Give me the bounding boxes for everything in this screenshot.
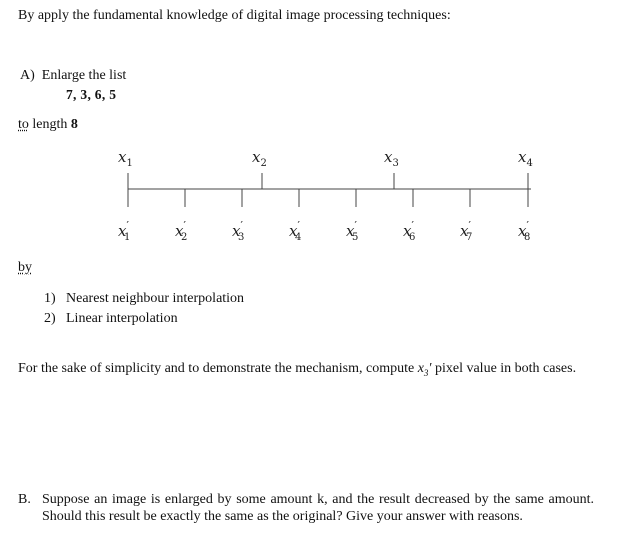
bottom-label: x′ 8: [518, 219, 531, 243]
top-label: $x_4$: [518, 148, 533, 169]
part-a-text: Enlarge the list: [41, 68, 127, 83]
method-number: 1): [44, 291, 56, 306]
bottom-label: x′ 4: [289, 219, 302, 243]
method-text: Linear interpolation: [66, 311, 178, 326]
part-a-label: A): [20, 68, 35, 83]
part-b-paragraph: [18, 491, 594, 525]
method-item: [44, 291, 244, 307]
method-text: Nearest neighbour interpolation: [66, 291, 245, 306]
list-values: 7, 3, 6, 5: [66, 87, 117, 102]
to-word: to: [18, 117, 29, 132]
top-label: $x_1$: [118, 148, 133, 169]
bottom-label: x′ 7: [460, 219, 473, 243]
bottom-label: x′ 2: [175, 219, 188, 243]
length-value: 8: [70, 117, 78, 132]
interpolation-diagram: [0, 140, 621, 260]
length-text: length: [32, 117, 68, 132]
bottom-label: x′ 6: [403, 219, 416, 243]
by-label: by: [18, 260, 32, 275]
bottom-label: x′ 5: [346, 219, 359, 243]
simplicity-paragraph: [18, 360, 578, 382]
target-length-line: [18, 117, 78, 133]
bottom-label: x′ 3: [232, 219, 245, 243]
bottom-label: x′ 1: [118, 219, 131, 243]
method-number: 2): [44, 311, 56, 326]
top-label: $x_2$: [252, 148, 267, 169]
method-item: [44, 311, 178, 327]
part-a-heading: [20, 68, 126, 84]
x3-prime-var: $x_3'$: [417, 361, 432, 378]
part-b-text: Suppose an image is enlarged by some amount k, and the result decreased by the same amount. Should this result be exactly the same as the original? Give your answer with reasons.: [42, 492, 594, 524]
simplicity-before: For the sake of simplicity and to demonstrate the mechanism, compute: [18, 361, 415, 376]
simplicity-after: pixel value in both cases.: [434, 361, 577, 376]
intro-text: By apply the fundamental knowledge of digital image processing techniques:: [18, 8, 451, 23]
top-label: $x_3$: [384, 148, 399, 169]
part-b-label: B.: [18, 492, 31, 507]
